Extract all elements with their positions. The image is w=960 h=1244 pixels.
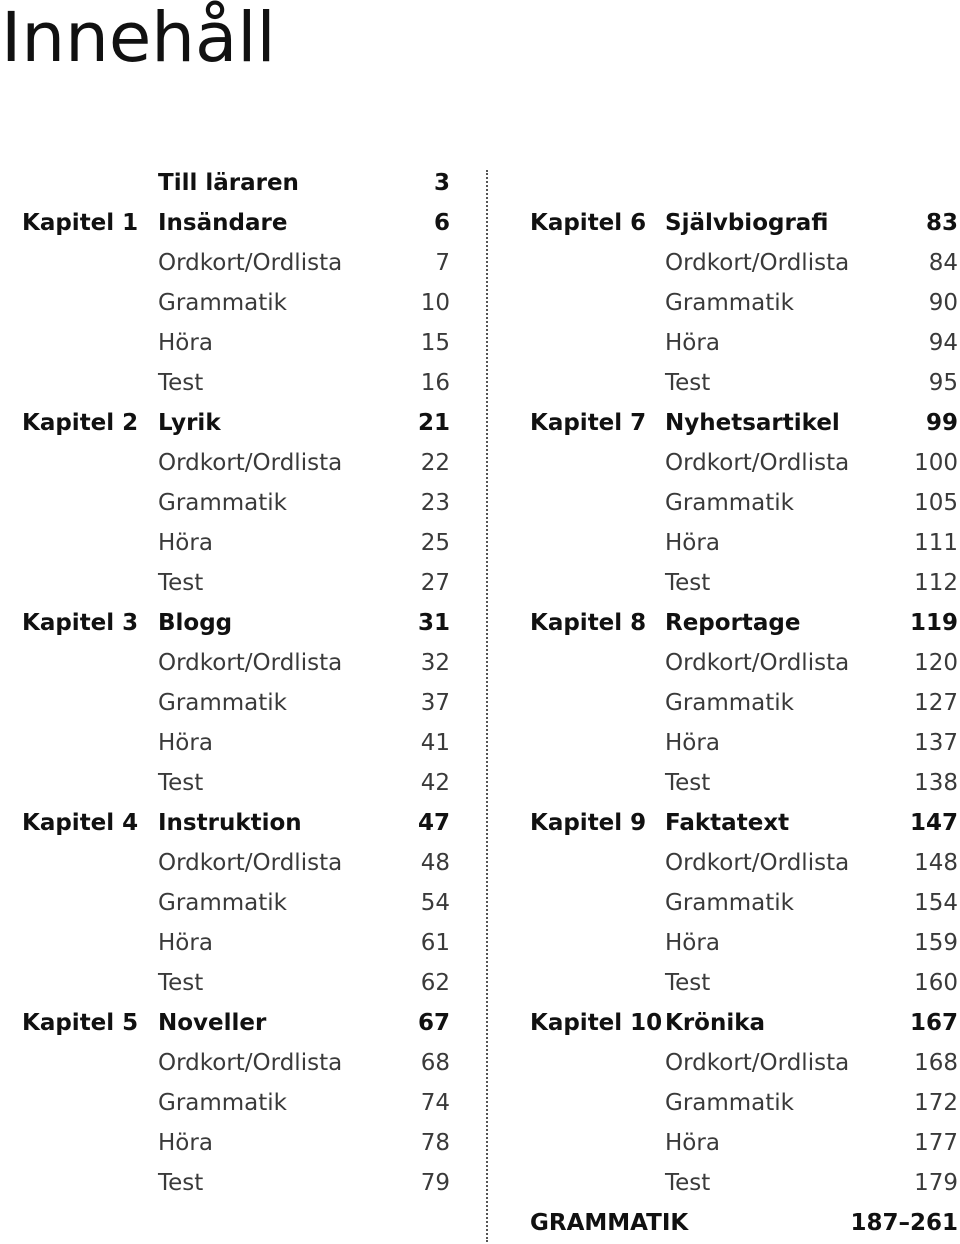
section-title: Grammatik	[158, 890, 288, 916]
toc-section-row	[0, 483, 470, 523]
section-title: Grammatik	[665, 890, 795, 916]
page-number: 84	[928, 250, 958, 276]
toc-section-row	[500, 1123, 960, 1163]
page-number: 168	[914, 1050, 958, 1076]
chapter-title: Faktatext	[665, 810, 790, 836]
toc-section-row	[0, 1123, 470, 1163]
page-number: 105	[914, 490, 958, 516]
toc-section-row	[0, 363, 470, 403]
toc-section-row	[500, 643, 960, 683]
page-number: 111	[914, 530, 958, 556]
page-number: 21	[417, 410, 450, 436]
section-title: Ordkort/Ordlista	[665, 450, 850, 476]
page-number: 154	[914, 890, 958, 916]
toc-section-row	[500, 683, 960, 723]
chapter-title: Nyhetsartikel	[665, 410, 840, 436]
chapter-title: Krönika	[665, 1010, 766, 1036]
page-number: 3	[433, 170, 450, 196]
page-number: 79	[420, 1170, 450, 1196]
toc-section-row	[500, 323, 960, 363]
page-number: 54	[420, 890, 450, 916]
toc-section-row	[500, 523, 960, 563]
section-title: Test	[665, 370, 711, 396]
page-number: 47	[417, 810, 450, 836]
page-number: 119	[909, 610, 958, 636]
section-title: Ordkort/Ordlista	[665, 650, 850, 676]
section-title: Test	[665, 970, 711, 996]
chapter-label: Kapitel 10	[530, 1010, 663, 1036]
entry-title: Till läraren	[158, 170, 299, 196]
page-number: 120	[914, 650, 958, 676]
section-title: Höra	[665, 330, 720, 356]
section-title: Grammatik	[158, 1090, 288, 1116]
column-divider	[486, 170, 488, 1242]
toc-chapter-row	[0, 803, 470, 843]
toc-left-column	[0, 0, 470, 1244]
section-title: Ordkort/Ordlista	[665, 1050, 850, 1076]
section-title: Höra	[665, 730, 720, 756]
toc-chapter-row	[500, 603, 960, 643]
toc-section-row	[0, 723, 470, 763]
toc-appendix-row	[500, 1203, 960, 1243]
appendix-label: GRAMMATIK	[530, 1210, 689, 1236]
toc-section-row	[0, 523, 470, 563]
section-title: Höra	[158, 1130, 213, 1156]
page-title: Innehåll	[1, 0, 276, 78]
toc-section-row	[0, 843, 470, 883]
page-number: 41	[420, 730, 450, 756]
chapter-label: Kapitel 2	[22, 410, 139, 436]
chapter-label: Kapitel 3	[22, 610, 139, 636]
toc-section-row	[500, 843, 960, 883]
toc-section-row	[500, 1043, 960, 1083]
page-number: 167	[909, 1010, 958, 1036]
chapter-label: Kapitel 7	[530, 410, 647, 436]
chapter-title: Insändare	[158, 210, 288, 236]
page-number: 27	[420, 570, 450, 596]
page-number: 177	[914, 1130, 958, 1156]
toc-section-row	[500, 723, 960, 763]
section-title: Grammatik	[665, 690, 795, 716]
chapter-label: Kapitel 1	[22, 210, 139, 236]
section-title: Ordkort/Ordlista	[158, 850, 343, 876]
chapter-label: Kapitel 6	[530, 210, 647, 236]
page-number: 100	[914, 450, 958, 476]
toc-section-row	[0, 763, 470, 803]
page-number: 94	[928, 330, 958, 356]
toc-section-row	[500, 363, 960, 403]
toc-chapter-row	[0, 1003, 470, 1043]
page-number: 148	[914, 850, 958, 876]
section-title: Grammatik	[665, 490, 795, 516]
toc-section-row	[500, 483, 960, 523]
page-number: 172	[914, 1090, 958, 1116]
page-number: 15	[420, 330, 450, 356]
page-number: 137	[914, 730, 958, 756]
toc-section-row	[500, 283, 960, 323]
page-number: 99	[925, 410, 958, 436]
section-title: Test	[158, 1170, 204, 1196]
toc-chapter-row	[500, 1003, 960, 1043]
page-number: 138	[914, 770, 958, 796]
section-title: Höra	[158, 330, 213, 356]
page-number: 23	[420, 490, 450, 516]
chapter-title: Självbiografi	[665, 210, 829, 236]
page-number: 25	[420, 530, 450, 556]
toc-section-row	[500, 243, 960, 283]
toc-section-row	[0, 883, 470, 923]
toc-section-row	[500, 443, 960, 483]
toc-section-row	[0, 563, 470, 603]
toc-section-row	[0, 1083, 470, 1123]
section-title: Test	[158, 370, 204, 396]
page-number: 179	[914, 1170, 958, 1196]
toc-chapter-row	[500, 803, 960, 843]
page-number: 68	[420, 1050, 450, 1076]
page-number: 61	[420, 930, 450, 956]
chapter-title: Lyrik	[158, 410, 221, 436]
chapter-label: Kapitel 4	[22, 810, 139, 836]
toc-chapter-row	[0, 603, 470, 643]
chapter-title: Instruktion	[158, 810, 302, 836]
toc-right-column	[500, 0, 960, 1244]
section-title: Grammatik	[665, 1090, 795, 1116]
page-number: 160	[914, 970, 958, 996]
section-title: Höra	[665, 1130, 720, 1156]
page-number: 42	[420, 770, 450, 796]
page-number: 16	[420, 370, 450, 396]
section-title: Ordkort/Ordlista	[158, 250, 343, 276]
chapter-title: Reportage	[665, 610, 801, 636]
toc-chapter-row	[500, 203, 960, 243]
section-title: Test	[158, 970, 204, 996]
section-title: Höra	[158, 730, 213, 756]
toc-chapter-row	[0, 403, 470, 443]
page-number: 31	[417, 610, 450, 636]
section-title: Test	[665, 570, 711, 596]
page-number: 83	[925, 210, 958, 236]
page-number: 6	[433, 210, 450, 236]
section-title: Ordkort/Ordlista	[665, 250, 850, 276]
chapter-label: Kapitel 5	[22, 1010, 139, 1036]
page-number: 90	[928, 290, 958, 316]
page-range: 187–261	[850, 1210, 958, 1236]
section-title: Test	[158, 770, 204, 796]
toc-section-row	[0, 323, 470, 363]
chapter-label: Kapitel 8	[530, 610, 647, 636]
toc-section-row	[0, 443, 470, 483]
toc-section-row	[0, 243, 470, 283]
page-number: 159	[914, 930, 958, 956]
toc-section-row	[500, 923, 960, 963]
section-title: Test	[665, 1170, 711, 1196]
page-number: 10	[420, 290, 450, 316]
section-title: Höra	[665, 530, 720, 556]
section-title: Grammatik	[158, 690, 288, 716]
page-number: 127	[914, 690, 958, 716]
section-title: Grammatik	[665, 290, 795, 316]
section-title: Grammatik	[158, 490, 288, 516]
section-title: Test	[665, 770, 711, 796]
toc-section-row	[0, 283, 470, 323]
page-number: 95	[928, 370, 958, 396]
section-title: Test	[158, 570, 204, 596]
toc-section-row	[500, 1163, 960, 1203]
page-number: 32	[420, 650, 450, 676]
section-title: Höra	[665, 930, 720, 956]
toc-section-row	[0, 643, 470, 683]
chapter-title: Blogg	[158, 610, 233, 636]
page-number: 62	[420, 970, 450, 996]
page-number: 22	[420, 450, 450, 476]
page-number: 48	[420, 850, 450, 876]
toc-section-row	[500, 1083, 960, 1123]
toc-section-row	[0, 963, 470, 1003]
toc-section-row	[500, 763, 960, 803]
page-number: 37	[420, 690, 450, 716]
toc-chapter-row	[0, 203, 470, 243]
chapter-title: Noveller	[158, 1010, 267, 1036]
section-title: Ordkort/Ordlista	[158, 1050, 343, 1076]
page-number: 112	[914, 570, 958, 596]
section-title: Ordkort/Ordlista	[665, 850, 850, 876]
section-title: Grammatik	[158, 290, 288, 316]
page-number: 147	[909, 810, 958, 836]
toc-section-row	[0, 923, 470, 963]
page-number: 74	[420, 1090, 450, 1116]
section-title: Höra	[158, 930, 213, 956]
page-number: 7	[435, 250, 450, 276]
toc-section-row	[0, 1043, 470, 1083]
page-number: 67	[417, 1010, 450, 1036]
page-number: 78	[420, 1130, 450, 1156]
toc-intro-row	[0, 163, 470, 203]
chapter-label: Kapitel 9	[530, 810, 647, 836]
toc-section-row	[500, 963, 960, 1003]
toc-section-row	[500, 883, 960, 923]
section-title: Höra	[158, 530, 213, 556]
toc-section-row	[0, 683, 470, 723]
section-title: Ordkort/Ordlista	[158, 650, 343, 676]
toc-chapter-row	[500, 403, 960, 443]
toc-section-row	[500, 563, 960, 603]
toc-section-row	[0, 1163, 470, 1203]
section-title: Ordkort/Ordlista	[158, 450, 343, 476]
